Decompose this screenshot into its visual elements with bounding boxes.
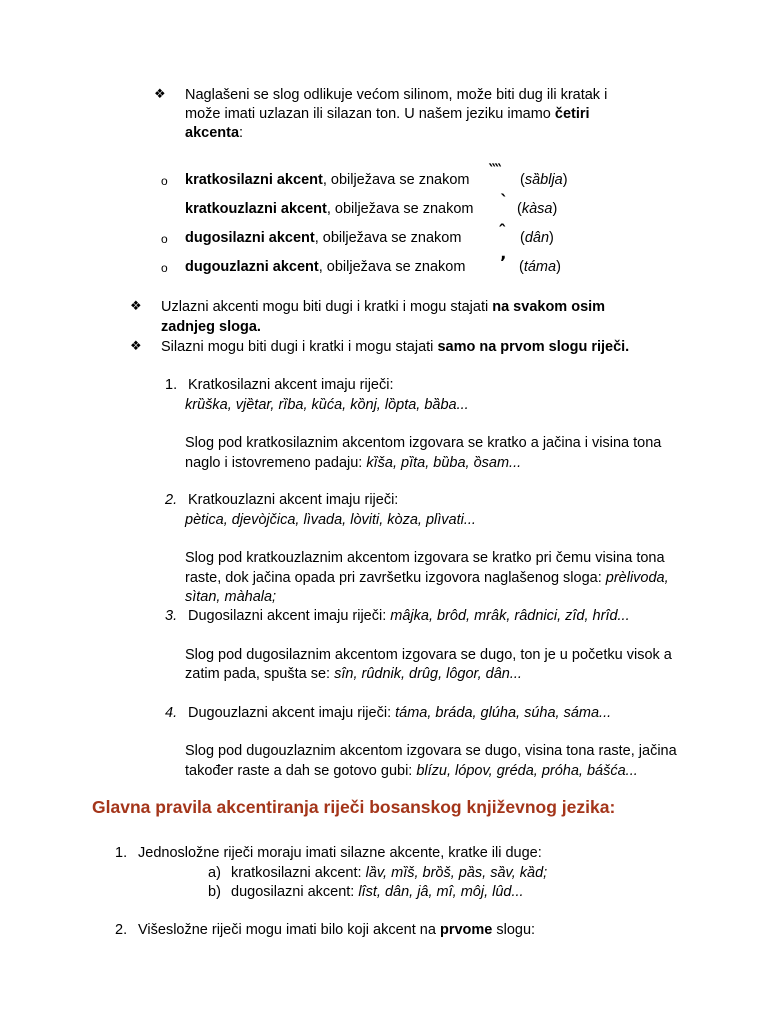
list-item-examples: krȕška, vjȅtar, rȉba, kȕća, kȍnj, lȍpta, bȁba... [185,397,469,413]
double-grave-sign-icon: ̏ ̏ [497,162,503,182]
list-number: 3. [165,608,178,624]
main-rule-2: Višesložne riječi mogu imati bilo koji akcent na prvome slogu: [138,922,536,938]
rule-bullet-icon: ❖ [130,339,142,354]
accent-marker: o [161,174,168,188]
intro-line-1: Naglašeni se slog odlikuje većom silinom, može biti dug ili kratak i [185,87,608,103]
list-item-desc: Slog pod dugosilaznim akcentom izgovara se dugo, ton je u početku visok a [185,647,672,663]
sub-rule-marker: b) [208,884,221,900]
grave-sign-icon: ` [500,192,509,212]
rule-bullet-icon: ❖ [130,299,142,314]
list-item-desc: Slog pod kratkouzlaznim akcentom izgovara se kratko pri čemu visina tona [185,550,665,566]
acute-sign-icon: ʼ [500,253,507,273]
main-rule-number: 1. [115,845,128,861]
main-rule-1: Jednosložne riječi moraju imati silazne akcente, kratke ili duge: [138,845,542,861]
accent-item-kratkosilazni: kratkosilazni akcent, obilježava se znakom [185,172,470,188]
list-item-desc: zatim pada, spušta se: sîn, rûdnik, drûg, lôgor, dân... [185,666,522,682]
accent-item-kratkouzlazni: kratkouzlazni akcent, obilježava se znakom [185,201,474,217]
list-item-title: Dugosilazni akcent imaju riječi: mâjka, brôd, mrâk, râdnici, zîd, hrîd... [188,608,630,624]
accent-item-dugouzlazni: dugouzlazni akcent, obilježava se znakom [185,259,466,275]
rule-1-line-2: zadnjeg sloga. [161,319,261,335]
accent-example: (sȁblja) [520,172,568,188]
circumflex-sign-icon: ˆ [498,222,507,242]
accent-marker: o [161,261,168,275]
sub-rule-marker: a) [208,865,221,881]
main-rule-number: 2. [115,922,128,938]
list-number: 2. [165,492,178,508]
sub-rule-a: kratkosilazni akcent: lȁv, mȉš, brȍš, pȁs, sȁv, kȁd; [231,865,548,881]
list-item-title: Kratkouzlazni akcent imaju riječi: [188,492,399,508]
accent-item-dugosilazni: dugosilazni akcent, obilježava se znakom [185,230,462,246]
list-item-desc: također raste a dah se gotovo gubi: blízu, lópov, gréda, próha, bášća... [185,763,638,779]
list-item-desc: sìtan, màhala; [185,589,277,605]
list-item-desc: naglo i istovremeno padaju: kȉša, pȉta, bȕba, ȍsam... [185,455,522,471]
list-item-desc: raste, dok jačina opada pri završetku izgovora naglašenog sloga: prèlivoda, [185,570,669,586]
accent-example: (kàsa) [517,201,558,217]
rule-1-line-1: Uzlazni akcenti mogu biti dugi i kratki i mogu stajati na svakom osim [161,299,606,315]
list-item-title: Dugouzlazni akcent imaju riječi: táma, bráda, glúha, súha, sáma... [188,705,612,721]
list-item-examples: pètica, djevòjčica, lìvada, lòviti, kòza, plìvati... [185,512,476,528]
list-number: 1. [165,377,178,393]
list-number: 4. [165,705,178,721]
accent-example: (dân) [520,230,554,246]
intro-line-3: akcenta: [185,125,244,141]
section-heading: Glavna pravila akcentiranja riječi bosanskog književnog jezika: [92,797,616,817]
list-item-desc: Slog pod kratkosilaznim akcentom izgovara se kratko a jačina i visina tona [185,435,662,451]
intro-bullet-icon: ❖ [154,87,166,102]
accent-example: (táma) [519,259,561,275]
sub-rule-b: dugosilazni akcent: lîst, dân, jâ, mî, môj, lûd... [231,884,524,900]
accent-marker: o [161,232,168,246]
rule-2: Silazni mogu biti dugi i kratki i mogu stajati samo na prvom slogu riječi. [161,339,630,355]
list-item-title: Kratkosilazni akcent imaju riječi: [188,377,394,393]
list-item-desc: Slog pod dugouzlaznim akcentom izgovara se dugo, visina tona raste, jačina [185,743,677,759]
intro-line-2: može imati uzlazan ili silazan ton. U našem jeziku imamo četiri [185,106,590,122]
